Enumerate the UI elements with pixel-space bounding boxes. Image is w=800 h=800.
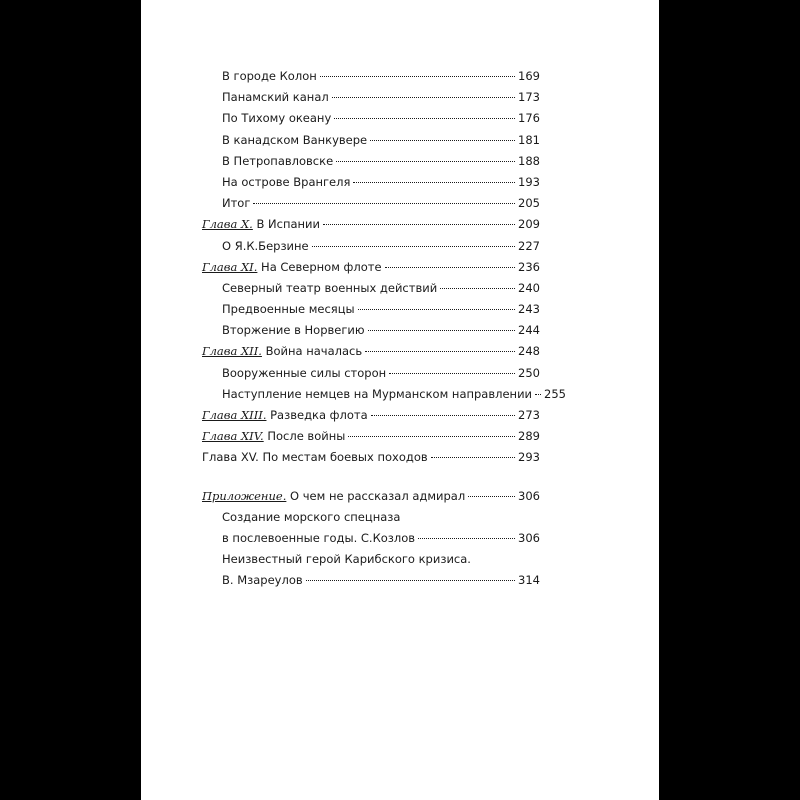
toc-entry-page: 248 [518, 344, 540, 359]
dot-leader [370, 140, 515, 141]
chapter-title: На Северном флоте [257, 259, 382, 274]
toc-entry [202, 320, 540, 341]
toc-appendix-entry [202, 486, 540, 507]
toc-entry [202, 363, 540, 384]
dot-leader [385, 267, 516, 268]
dot-leader [371, 415, 515, 416]
appendix-title: О чем не рассказал адмирал [286, 488, 466, 503]
toc-entry [202, 87, 540, 108]
dot-leader [320, 76, 515, 77]
appendix-prefix: Приложение. [202, 488, 287, 503]
dot-leader [253, 203, 515, 204]
toc-entry-page: 193 [518, 174, 540, 189]
dot-leader [312, 246, 515, 247]
toc-entry-page: 188 [518, 153, 540, 168]
toc-entry-page: 169 [518, 69, 540, 83]
toc-entry-title [202, 426, 345, 447]
toc-entry [202, 66, 540, 87]
dot-leader [332, 97, 515, 98]
toc-entry-title [202, 405, 368, 426]
toc-entry [202, 193, 540, 214]
toc-entry [202, 236, 540, 257]
chapter-prefix: Глава XII. [202, 344, 262, 359]
toc-entry-title: Глава XV. По местам боевых походов [202, 450, 428, 465]
toc-chapter-entry [202, 426, 540, 447]
toc-chapter-entry [202, 214, 540, 235]
dot-leader [440, 288, 515, 289]
toc-entry-title: Итог [222, 196, 251, 211]
dot-leader [365, 351, 515, 352]
toc-entry [202, 570, 540, 591]
appendix-item-first-line: Создание морского спецназа [222, 509, 401, 524]
toc-entry [202, 130, 540, 151]
toc-entry-page: 240 [518, 280, 540, 295]
toc-entry-title: В Петропавловске [222, 153, 334, 168]
toc-entry-page: 244 [518, 323, 540, 338]
table-of-contents [202, 66, 566, 592]
toc-entry-page: 255 [544, 386, 566, 401]
toc-entry-title [202, 341, 362, 362]
section-gap [202, 469, 540, 486]
toc-entry-title: На острове Врангеля [222, 174, 351, 189]
dot-leader [323, 224, 515, 225]
toc-entry-title: в послевоенные годы. С.Козлов [222, 530, 416, 545]
appendix-item-first-line: Неизвестный герой Карибского кризиса. [222, 552, 471, 567]
chapter-prefix: Глава X. [202, 217, 253, 232]
toc-entry-title: В. Мзареулов [222, 573, 303, 588]
dot-leader [389, 373, 515, 374]
dot-leader [348, 436, 515, 437]
toc-entry-page: 236 [518, 259, 540, 274]
chapter-prefix: Глава XIII. [202, 408, 267, 422]
toc-entry-page: 250 [518, 365, 540, 380]
toc-entry-title: Вторжение в Норвегию [222, 323, 365, 338]
toc-entry-page: 176 [518, 111, 540, 126]
dot-leader [431, 457, 515, 458]
toc-entry [202, 384, 566, 405]
toc-entry-page: 227 [518, 238, 540, 253]
toc-entry-title: Предвоенные месяцы [222, 302, 355, 317]
dot-leader [336, 161, 515, 162]
toc-entry-page: 273 [518, 408, 540, 422]
dot-leader [468, 496, 515, 497]
toc-chapter-entry [202, 257, 540, 278]
toc-entry-page: 209 [518, 217, 540, 232]
dot-leader [535, 394, 541, 395]
toc-entry-page: 173 [518, 90, 540, 105]
chapter-title: Разведка флота [266, 408, 368, 422]
toc-chapter-entry [202, 405, 540, 426]
toc-entry-title: В канадском Ванкувере [222, 132, 368, 147]
chapter-prefix: Глава XI. [202, 259, 258, 274]
toc-entry-title: Вооруженные силы сторон [222, 365, 387, 380]
toc-entry [202, 172, 540, 193]
book-page [141, 0, 659, 800]
toc-entry [202, 151, 540, 172]
chapter-title: В Испании [252, 217, 321, 232]
dot-leader [418, 538, 515, 539]
toc-entry [202, 299, 540, 320]
toc-entry-title: Наступление немцев на Мурманском направлении [222, 386, 533, 401]
chapter-title: Война началась [261, 344, 363, 359]
toc-entry [202, 278, 540, 299]
toc-chapter-entry [202, 447, 540, 468]
toc-entry-title [202, 486, 465, 507]
toc-entry-page: 306 [518, 530, 540, 545]
toc-entry-title [202, 214, 320, 235]
dot-leader [368, 330, 515, 331]
toc-entry-page: 205 [518, 196, 540, 211]
toc-entry [202, 528, 540, 549]
toc-entry-page: 293 [518, 450, 540, 465]
toc-entry-title: Панамский канал [222, 90, 329, 105]
dot-leader [353, 182, 515, 183]
toc-entry-title [202, 257, 382, 278]
toc-entry-page: 306 [518, 488, 540, 503]
toc-entry [202, 108, 540, 129]
toc-entry-page: 243 [518, 302, 540, 317]
toc-entry-page: 314 [518, 573, 540, 588]
toc-entry-page: 181 [518, 132, 540, 147]
toc-entry-title: Северный театр военных действий [222, 280, 438, 295]
dot-leader [334, 118, 515, 119]
chapter-prefix: Глава XIV. [202, 429, 264, 444]
dot-leader [358, 309, 515, 310]
toc-entry-page: 289 [518, 429, 540, 444]
chapter-title: После войны [263, 429, 346, 444]
toc-entry-title: По Тихому океану [222, 111, 332, 126]
toc-entry-title: О Я.К.Берзине [222, 238, 309, 253]
toc-entry-title: В городе Колон [222, 69, 317, 83]
dot-leader [306, 580, 515, 581]
toc-chapter-entry [202, 341, 540, 362]
